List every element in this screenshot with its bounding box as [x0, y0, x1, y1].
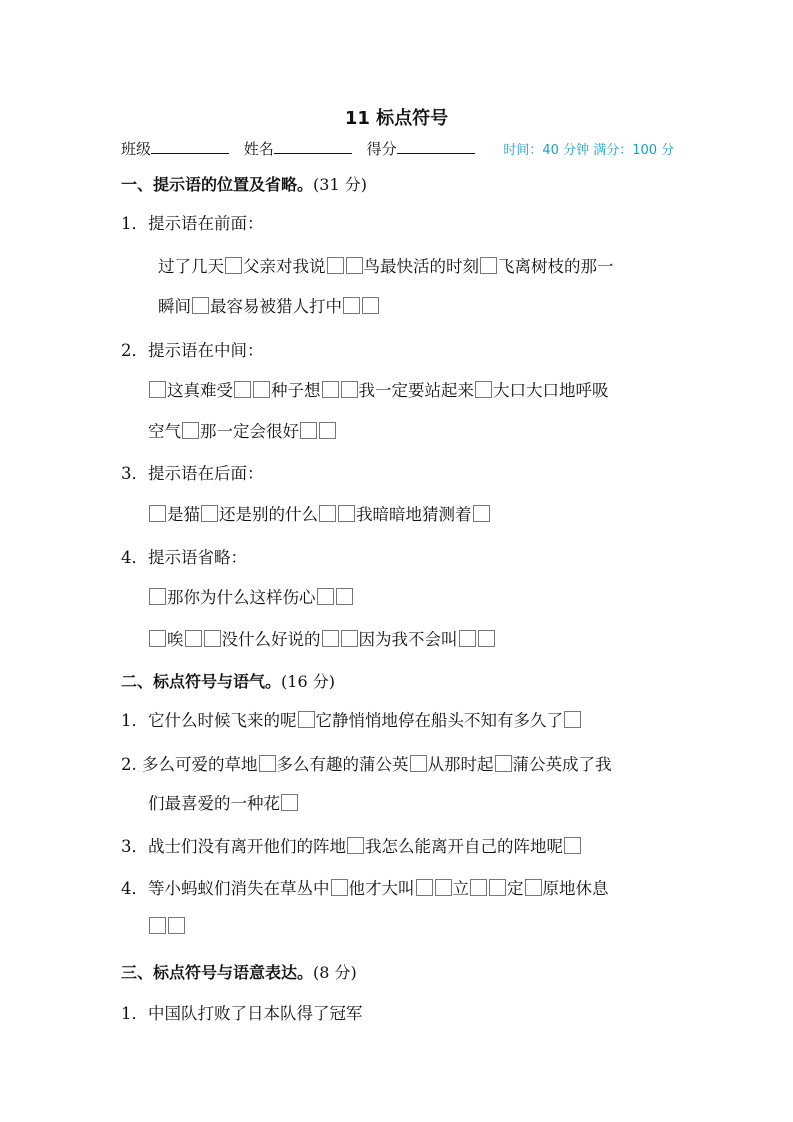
- page-title: 11 标点符号: [344, 108, 449, 129]
- section-2-heading: 二、标点符号与语气。(16 分): [121, 672, 335, 691]
- answer-box[interactable]: [149, 381, 166, 398]
- answer-box[interactable]: [473, 505, 490, 522]
- answer-box[interactable]: [338, 505, 355, 522]
- s2-q4-line-1: 4．等小蚂蚁们消失在草丛中 他才大叫 立 定 原地休息: [121, 879, 609, 898]
- name-blank[interactable]: [274, 139, 352, 154]
- answer-box[interactable]: [327, 257, 344, 274]
- class-blank[interactable]: [151, 139, 229, 154]
- answer-box[interactable]: [410, 755, 427, 772]
- answer-box[interactable]: [149, 917, 166, 934]
- answer-box[interactable]: [234, 381, 251, 398]
- answer-box[interactable]: [300, 422, 317, 439]
- answer-box[interactable]: [259, 755, 276, 772]
- section-1-heading: 一、提示语的位置及省略。(31 分): [121, 175, 367, 194]
- answer-box[interactable]: [564, 837, 581, 854]
- answer-box[interactable]: [480, 257, 497, 274]
- answer-box[interactable]: [478, 630, 495, 647]
- q1-heading: 1．提示语在前面：: [121, 214, 264, 233]
- q4-heading: 4．提示语省略：: [121, 548, 247, 567]
- s2-q3-line: 3．战士们没有离开他们的阵地 我怎么能离开自己的阵地呢: [121, 833, 582, 857]
- answer-box[interactable]: [204, 630, 221, 647]
- s3-q1-line: 1．中国队打败了日本队得了冠军: [121, 1004, 363, 1023]
- s2-q2-line-1: 2. 多么可爱的草地 多么有趣的蒲公英 从那时起 蒲公英成了我: [121, 755, 612, 774]
- answer-box[interactable]: [459, 630, 476, 647]
- answer-box[interactable]: [201, 505, 218, 522]
- answer-box[interactable]: [525, 879, 542, 896]
- answer-box[interactable]: [149, 630, 166, 647]
- answer-box[interactable]: [298, 711, 315, 728]
- s2-q2-line-2: 们最喜爱的一种花: [148, 790, 299, 814]
- answer-box[interactable]: [347, 837, 364, 854]
- name-label: 姓名: [243, 140, 274, 158]
- q4-line-1: 那你为什么这样伤心: [148, 584, 354, 608]
- answer-box[interactable]: [416, 879, 433, 896]
- answer-box[interactable]: [317, 588, 334, 605]
- answer-box[interactable]: [564, 711, 581, 728]
- q2-line-1: 这真难受 种子想 我一定要站起来 大口大口地呼吸: [148, 377, 609, 401]
- score-label: 得分: [366, 140, 397, 158]
- answer-box[interactable]: [225, 257, 242, 274]
- section-3-heading: 三、标点符号与语意表达。(8 分): [121, 963, 357, 982]
- q3-heading: 3．提示语在后面：: [121, 464, 264, 483]
- answer-box[interactable]: [336, 588, 353, 605]
- q2-line-2: 空气 那一定会很好: [148, 418, 337, 442]
- student-info-line: [121, 138, 674, 159]
- answer-box[interactable]: [168, 917, 185, 934]
- answer-box[interactable]: [489, 879, 506, 896]
- answer-box[interactable]: [341, 381, 358, 398]
- answer-box[interactable]: [341, 630, 358, 647]
- s2-q4-line-2: [148, 917, 186, 936]
- s2-q1-line: 1．它什么时候飞来的呢 它静悄悄地停在船头不知有多久了: [121, 707, 582, 731]
- answer-box[interactable]: [149, 505, 166, 522]
- score-blank[interactable]: [397, 139, 475, 154]
- q1-line-2: 瞬间 最容易被猎人打中: [158, 293, 380, 317]
- answer-box[interactable]: [322, 630, 339, 647]
- answer-box[interactable]: [185, 630, 202, 647]
- q4-line-2: 唉 没什么好说的 因为我不会叫: [148, 626, 496, 650]
- answer-box[interactable]: [362, 297, 379, 314]
- answer-box[interactable]: [319, 422, 336, 439]
- q3-line-1: 是猫 还是别的什么 我暗暗地猜测着: [148, 501, 491, 525]
- answer-box[interactable]: [435, 879, 452, 896]
- answer-box[interactable]: [470, 879, 487, 896]
- answer-box[interactable]: [192, 297, 209, 314]
- answer-box[interactable]: [149, 588, 166, 605]
- answer-box[interactable]: [281, 794, 298, 811]
- class-label: 班级: [121, 140, 152, 158]
- time-score-info: 时间：40 分钟 满分：100 分: [503, 143, 675, 158]
- answer-box[interactable]: [495, 755, 512, 772]
- q1-line-1: 过了几天 父亲对我说 鸟最快活的时刻 飞离树枝的那一: [158, 257, 614, 276]
- q2-heading: 2．提示语在中间：: [121, 341, 264, 360]
- answer-box[interactable]: [346, 257, 363, 274]
- answer-box[interactable]: [319, 505, 336, 522]
- answer-box[interactable]: [331, 879, 348, 896]
- answer-box[interactable]: [253, 381, 270, 398]
- answer-box[interactable]: [343, 297, 360, 314]
- answer-box[interactable]: [475, 381, 492, 398]
- answer-box[interactable]: [322, 381, 339, 398]
- answer-box[interactable]: [182, 422, 199, 439]
